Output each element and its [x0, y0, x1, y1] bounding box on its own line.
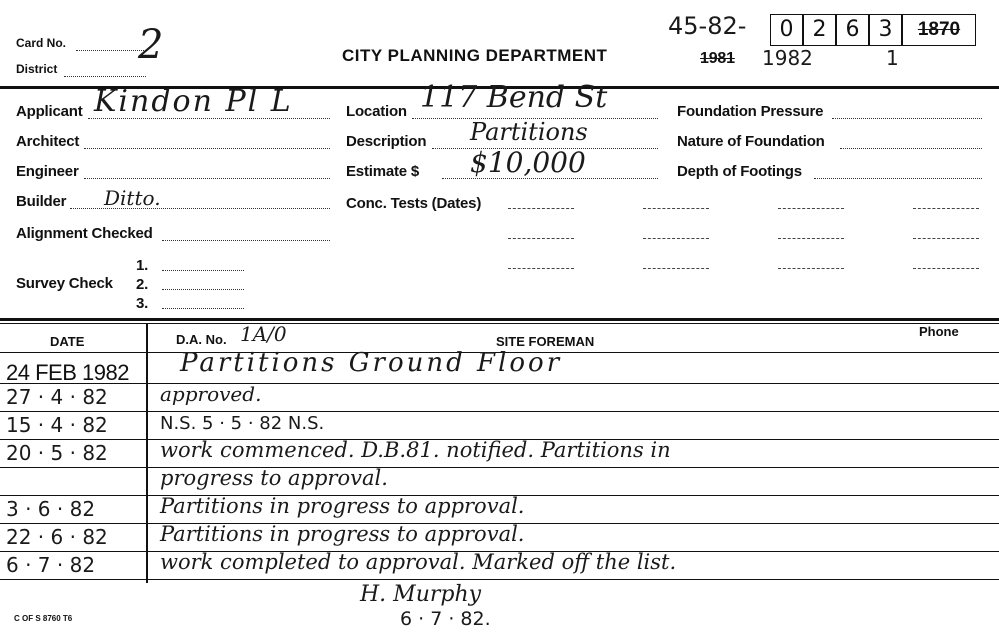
conc-test-blank [913, 268, 979, 269]
district-label: District [16, 62, 58, 76]
entry-text: approved. [160, 382, 262, 406]
row-line [0, 579, 999, 580]
da-no-value: 1A/0 [240, 322, 287, 346]
top-reference: 45-82- [668, 12, 747, 40]
log-top-rule [0, 318, 999, 321]
phone-label: Phone [919, 324, 959, 339]
location-value: 117 Bend St [420, 80, 608, 115]
depth-footings-label: Depth of Footings [677, 163, 802, 180]
conc-test-blank [643, 268, 709, 269]
alignment-line [162, 240, 330, 241]
survey-num-1: 1. [136, 257, 149, 274]
description-value: Partitions [470, 118, 588, 146]
architect-line [84, 148, 330, 149]
entry-date: 20 · 5 · 82 [6, 441, 108, 465]
department-title: CITY PLANNING DEPARTMENT [342, 46, 608, 65]
engineer-label: Engineer [16, 163, 79, 180]
form-code: C OF S 8760 T6 [14, 614, 73, 623]
entry-date: 22 · 6 · 82 [6, 525, 108, 549]
applicant-label: Applicant [16, 103, 83, 120]
conc-test-blank [508, 268, 574, 269]
entry-date: 15 · 4 · 82 [6, 413, 108, 437]
district-dotted-line [64, 76, 146, 77]
builder-label: Builder [16, 193, 67, 210]
year-printed: 1981 [700, 50, 735, 67]
card-no-label: Card No. [16, 36, 67, 50]
row-line [0, 467, 999, 468]
box-digit-4: 3 [869, 14, 902, 46]
entry-text: Partitions in progress to approval. [160, 522, 525, 546]
site-foreman-label: SITE FOREMAN [496, 334, 595, 349]
conc-test-blank [913, 208, 979, 209]
survey-check-label: Survey Check [16, 275, 113, 292]
signature-name: H. Murphy [360, 582, 482, 607]
row-line [0, 383, 999, 384]
conc-test-blank [778, 268, 844, 269]
nature-foundation-line [840, 148, 982, 149]
year-mark: 1 [886, 46, 899, 70]
survey-line-1 [162, 270, 244, 271]
entry-text: progress to approval. [160, 466, 388, 490]
alignment-label: Alignment Checked [16, 225, 153, 242]
row-line [0, 411, 999, 412]
card-no-value: 2 [138, 22, 164, 68]
estimate-label: Estimate $ [346, 163, 420, 180]
signature-date: 6 · 7 · 82. [400, 608, 491, 630]
estimate-value: $10,000 [470, 146, 586, 179]
entry-date: 24 FEB 1982 [6, 360, 129, 385]
survey-num-3: 3. [136, 295, 149, 312]
entry-text: work completed to approval. Marked off the list. [160, 550, 677, 574]
engineer-line [84, 178, 330, 179]
conc-test-blank [643, 208, 709, 209]
entry-date: 3 · 6 · 82 [6, 497, 96, 521]
conc-test-blank [778, 208, 844, 209]
entry-text: Partitions in progress to approval. [160, 494, 525, 518]
conc-test-blank [778, 238, 844, 239]
builder-value: Ditto. [104, 186, 161, 210]
conc-test-blank [913, 238, 979, 239]
nature-foundation-label: Nature of Foundation [677, 133, 825, 150]
depth-footings-line [814, 178, 982, 179]
foundation-pressure-line [832, 118, 982, 119]
entry-text: work commenced. D.B.81. notified. Partitions in [160, 438, 671, 462]
conc-test-blank [508, 208, 574, 209]
conc-tests-label: Conc. Tests (Dates) [346, 195, 482, 212]
entry-text: N.S. 5 · 5 · 82 N.S. [160, 413, 325, 434]
conc-test-blank [508, 238, 574, 239]
location-label: Location [346, 103, 407, 120]
entry-text: Partitions Ground Floor [180, 348, 563, 378]
log-top-rule-thin [0, 323, 999, 324]
applicant-value: Kindon Pl L [94, 84, 293, 119]
architect-label: Architect [16, 133, 80, 150]
box-digit-1: 0 [770, 14, 803, 46]
entry-date: 27 · 4 · 82 [6, 385, 108, 409]
description-label: Description [346, 133, 427, 150]
box-year: 1870 [902, 14, 976, 46]
foundation-pressure-label: Foundation Pressure [677, 103, 824, 120]
date-column-header: DATE [50, 334, 85, 349]
date-column-divider [146, 323, 148, 583]
card-no-dotted-line [76, 50, 146, 51]
box-digit-2: 2 [803, 14, 836, 46]
da-no-label: D.A. No. [176, 332, 227, 347]
year-written: 1982 [762, 46, 813, 70]
survey-line-2 [162, 289, 244, 290]
box-digit-3: 6 [836, 14, 869, 46]
conc-test-blank [643, 238, 709, 239]
survey-line-3 [162, 308, 244, 309]
survey-num-2: 2. [136, 276, 149, 293]
entry-date: 6 · 7 · 82 [6, 553, 96, 577]
